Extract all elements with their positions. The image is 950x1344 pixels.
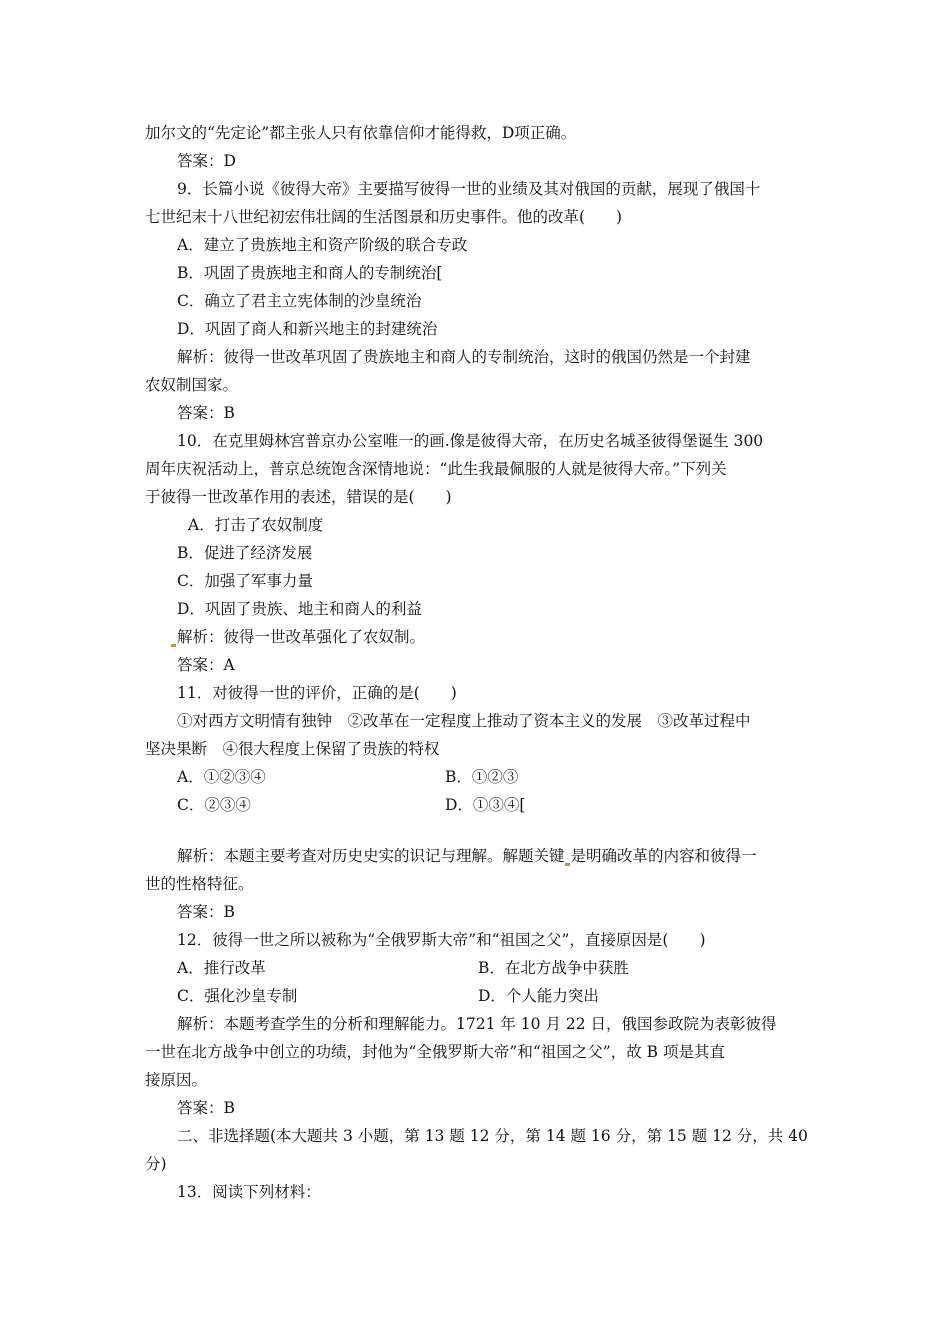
question-13-stem: 13．阅读下列材料：: [177, 1183, 321, 1201]
question-9-answer: 答案：B: [177, 404, 235, 422]
question-11-analysis-text: 解析：本题主要考查对历史史实的识记与理解。解题关键: [177, 847, 565, 865]
answer-line: 答案：D: [177, 152, 236, 170]
question-9-stem-cont: 七世纪末十八世纪初宏伟壮阔的生活图景和历史事件。他的改革( ): [145, 208, 623, 226]
question-12-analysis-cont: 接原因。: [145, 1071, 208, 1089]
question-9-analysis: 解析：彼得一世改革巩固了贵族地主和商人的专制统治，这时的俄国仍然是一个封建: [177, 348, 751, 366]
text-line: 加尔文的“先定论”都主张人只有依靠信仰才能得救，D项正确。: [145, 124, 577, 142]
question-10-stem-cont: 周年庆祝活动上，普京总统饱含深情地说：“此生我最佩服的人就是彼得大帝。”下列关: [145, 460, 727, 478]
question-12-stem: 12．彼得一世之所以被称为“全俄罗斯大帝”和“祖国之父”，直接原因是( ): [177, 931, 706, 949]
question-12-option-c: C．强化沙皇专制: [177, 987, 298, 1005]
question-10-analysis-text: 解析：彼得一世改革强化了农奴制。: [177, 628, 426, 646]
question-10-stem-cont: 于彼得一世改革作用的表述，错误的是( ): [145, 488, 452, 506]
question-9-option-c: C．确立了君主立宪体制的沙皇统治: [177, 292, 422, 310]
section-2-heading-cont: 分): [145, 1155, 167, 1173]
question-10-stem: 10．在克里姆林宫普京办公室唯一的画.像是彼得大帝，在历史名城圣彼得堡诞生 300: [177, 432, 764, 450]
question-12-option-a: A．推行改革: [177, 959, 266, 977]
question-12-option-d: D．个人能力突出: [478, 987, 599, 1005]
question-11-option-c: C．②③④: [177, 796, 251, 814]
question-10-answer: 答案：A: [177, 656, 235, 674]
question-10-option-d: D．巩固了贵族、地主和商人的利益: [177, 600, 422, 618]
question-12-analysis-cont: 一世在北方战争中创立的功绩，封他为“全俄罗斯大帝”和“祖国之父”，故 B 项是其直: [145, 1043, 725, 1061]
question-11-answer: 答案：B: [177, 903, 235, 921]
question-12-option-b: B．在北方战争中获胜: [478, 959, 629, 977]
question-11-analysis: [177, 846, 757, 866]
question-10-analysis: [171, 627, 425, 647]
question-10-option-a: A．打击了农奴制度: [188, 516, 324, 534]
question-12-analysis: 解析：本题考查学生的分析和理解能力。1721 年 10 月 22 日，俄国参政院为表彰彼得: [177, 1015, 777, 1033]
question-11-analysis-cont: 世的性格特征。: [145, 875, 254, 893]
section-2-heading: 二、非选择题(本大题共 3 小题，第 13 题 12 分，第 14 题 16 分，第 15 题 12 分，共 40: [177, 1127, 808, 1145]
question-9-stem: 9．长篇小说《彼得大帝》主要描写彼得一世的业绩及其对俄国的贡献，展现了俄国十: [177, 180, 761, 198]
question-9-option-b: B．巩固了贵族地主和商人的专制统治[: [177, 264, 443, 282]
question-9-analysis-cont: 农奴制国家。: [145, 376, 239, 394]
question-11-analysis-text-cont: 是明确改革的内容和彼得一: [570, 847, 757, 865]
highlight-mark: [565, 863, 570, 866]
question-9-option-a: A．建立了贵族地主和资产阶级的联合专政: [177, 236, 468, 254]
question-11-option-d: D．①③④[: [445, 796, 526, 814]
question-11-statements: ①对西方文明情有独钟 ②改革在一定程度上推动了资本主义的发展 ③改革过程中: [177, 712, 751, 730]
question-11-option-a: A．①②③④: [177, 768, 266, 786]
question-12-answer: 答案：B: [177, 1099, 235, 1117]
question-11-option-b: B．①②③: [445, 768, 519, 786]
question-9-option-d: D．巩固了商人和新兴地主的封建统治: [177, 320, 438, 338]
question-11-stem: 11．对彼得一世的评价，正确的是( ): [177, 684, 457, 702]
question-10-option-b: B．促进了经济发展: [177, 544, 313, 562]
highlight-mark: [171, 644, 176, 647]
question-10-option-c: C．加强了军事力量: [177, 572, 313, 590]
question-11-statements-cont: 坚决果断 ④很大程度上保留了贵族的特权: [145, 740, 440, 758]
